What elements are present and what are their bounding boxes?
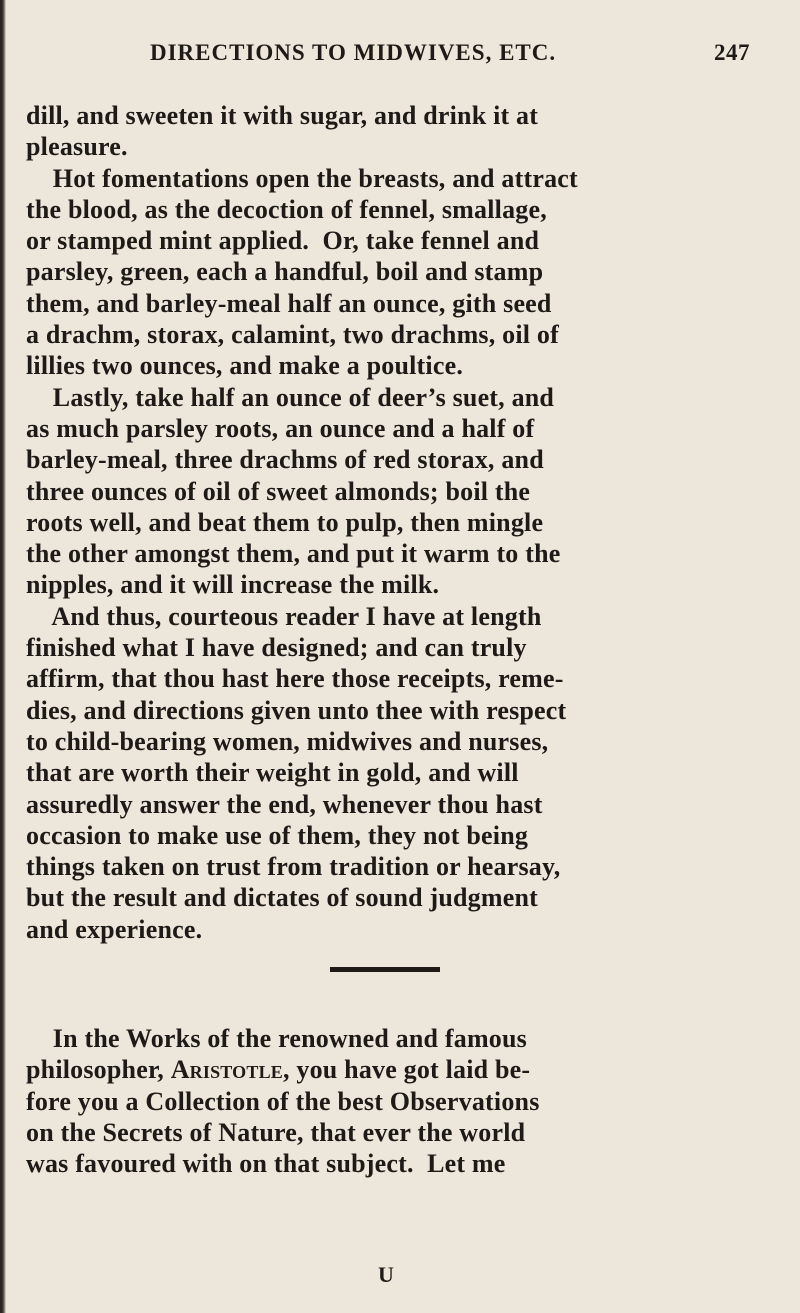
text-line: Hot fomentations open the breasts, and attract <box>26 163 578 193</box>
text-line: a drachm, storax, calamint, two drachms, oil of <box>26 320 559 350</box>
author-name: Aristotle <box>170 1055 283 1085</box>
text-line: as much parsley roots, an ounce and a half of <box>26 413 535 443</box>
text-line: on the Secrets of Nature, that ever the world <box>26 1117 526 1147</box>
text-line: In the Works of the renowned and famous <box>26 1024 527 1053</box>
section-divider <box>330 967 440 972</box>
text-line: three ounces of oil of sweet almonds; boil the <box>26 476 531 506</box>
text-line: the other amongst them, and put it warm to the <box>26 539 561 569</box>
text-line: was favoured with on that subject. Let me <box>26 1149 506 1179</box>
text-line: affirm, that thou hast here those receipts, reme- <box>26 664 564 694</box>
page-edge <box>0 0 6 1313</box>
text-line: occasion to make use of them, they not being <box>26 820 529 850</box>
page-number: 247 <box>714 40 750 65</box>
body-text <box>26 100 766 945</box>
text-line: dies, and directions given unto thee with respect <box>26 695 567 725</box>
text-line: nipples, and it will increase the milk. <box>26 570 440 600</box>
text-line: And thus, courteous reader I have at length <box>26 601 542 631</box>
running-head: DIRECTIONS TO MIDWIVES, ETC. <box>150 40 557 65</box>
text-line: dill, and sweeten it with sugar, and drink it at <box>26 101 539 130</box>
text-line: them, and barley-meal half an ounce, gith seed <box>26 288 552 318</box>
text-line: lillies two ounces, and make a poultice. <box>26 351 464 381</box>
text-line: and experience. <box>26 914 203 944</box>
text-fragment: philosopher, <box>26 1055 171 1085</box>
text-line: things taken on trust from tradition or hearsay, <box>26 852 561 882</box>
text-line: roots well, and beat them to pulp, then mingle <box>26 507 544 537</box>
text-line: or stamped mint applied. Or, take fennel and <box>26 226 540 256</box>
text-line: assuredly answer the end, whenever thou hast <box>26 789 543 819</box>
text-line: but the result and dictates of sound judgment <box>26 883 538 913</box>
text-line: Lastly, take half an ounce of deer’s suet, and <box>26 382 555 412</box>
text-line <box>26 1054 766 1085</box>
text-line: parsley, green, each a handful, boil and stamp <box>26 257 544 287</box>
text-line: barley-meal, three drachms of red storax, and <box>26 445 544 475</box>
signature-mark: U <box>378 1262 394 1287</box>
text-line: pleasure. <box>26 132 128 162</box>
text-line: the blood, as the decoction of fennel, smallage, <box>26 194 547 224</box>
text-line: finished what I have designed; and can truly <box>26 633 527 663</box>
page-header <box>150 40 750 80</box>
text-line: to child-bearing women, midwives and nurses, <box>26 726 549 756</box>
closing-text <box>26 1023 766 1179</box>
text-line: fore you a Collection of the best Observations <box>26 1086 540 1116</box>
text-line: that are worth their weight in gold, and will <box>26 758 519 788</box>
text-fragment: , you have got laid be- <box>283 1055 531 1085</box>
